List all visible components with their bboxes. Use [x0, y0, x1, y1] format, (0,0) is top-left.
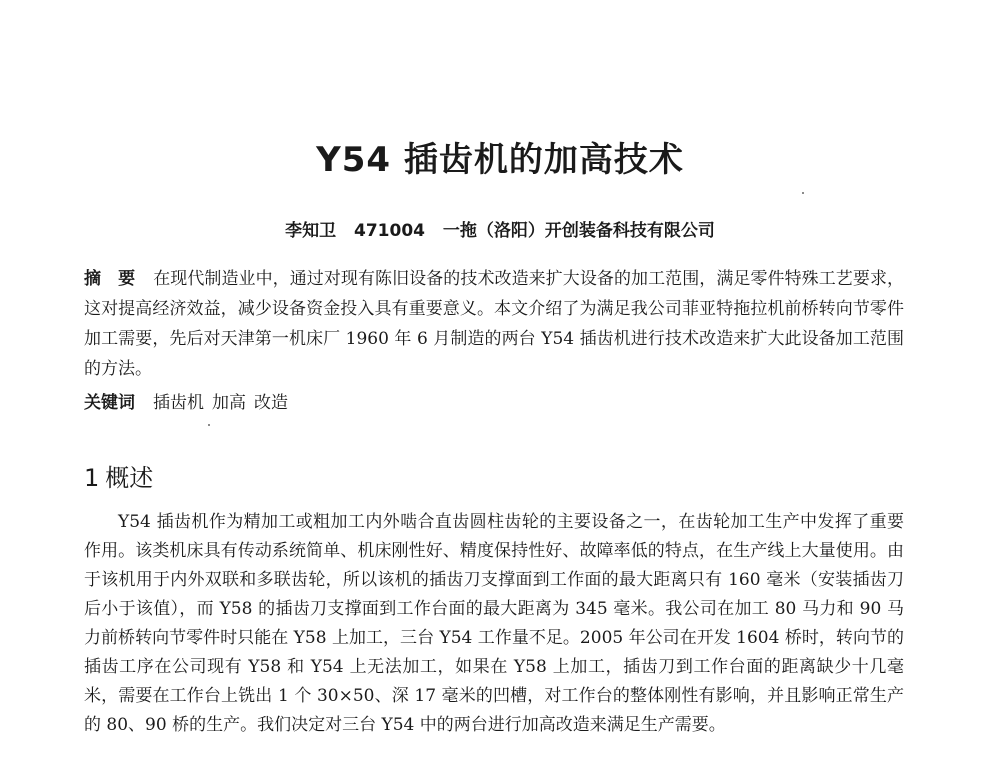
section-title: 概述	[105, 464, 154, 492]
section-paragraph: Y54 插齿机作为精加工或粗加工内外啮合直齿圆柱齿轮的主要设备之一，在齿轮加工生产中发挥了重要作用。该类机床具有传动系统简单、机床刚性好、精度保持性好、故障率低的特点，在生产线上大量使用。由于该机用于内外双联和多联齿轮，所以该机的插齿刀支撑面到工作面的最大距离只有 160 毫米（安装插齿刀后小于该值），而 Y58 的插齿刀支撑面到工作台面的最大距离为 345 毫米。我公司在加工 80 马力和 90 马力前桥转向节零件时只能在 Y58 上加工，三台 Y54 工作量不足。2005 年公司在开发 1604 桥时，转向节的插齿工序在公司现有 Y58 和 Y54 上无法加工，如果在 Y58 上加工，插齿刀到工作台面的距离缺少十几毫米，需要在工作台上铣出 1 个 30×50、深 17 毫米的凹槽，对工作台的整体刚性有影响，并且影响正常生产的 80、90 桥的生产。我们决定对三台 Y54 中的两台进行加高改造来满足生产需要。	[84, 512, 904, 735]
postcode: 471004	[354, 221, 425, 241]
abstract-text: 在现代制造业中，通过对现有陈旧设备的技术改造来扩大设备的加工范围，满足零件特殊工艺要求，这对提高经济效益，减少设备资金投入具有重要意义。本文介绍了为满足我公司菲亚特拖拉机前桥转向节零件加工需要，先后对天津第一机床厂 1960 年 6 月制造的两台 Y54 插齿机进行技术改造来扩大此设备加工范围的方法。	[84, 269, 905, 379]
scan-speck	[802, 192, 804, 194]
keyword: 改造	[254, 393, 288, 413]
section-heading	[84, 458, 159, 493]
section-number: 1	[84, 464, 100, 492]
abstract-label: 摘 要	[84, 269, 136, 289]
keyword: 加高	[212, 393, 246, 413]
paper-title: Y54 插齿机的加高技术	[316, 140, 684, 180]
scan-speck	[208, 424, 210, 426]
author-name: 李知卫	[285, 221, 337, 241]
keywords	[84, 388, 904, 418]
affiliation: 一拖（洛阳）开创装备科技有限公司	[442, 221, 715, 241]
keywords-label: 关键词	[84, 393, 135, 413]
keyword: 插齿机	[153, 393, 204, 413]
abstract	[84, 264, 904, 384]
author-line	[0, 216, 1000, 241]
